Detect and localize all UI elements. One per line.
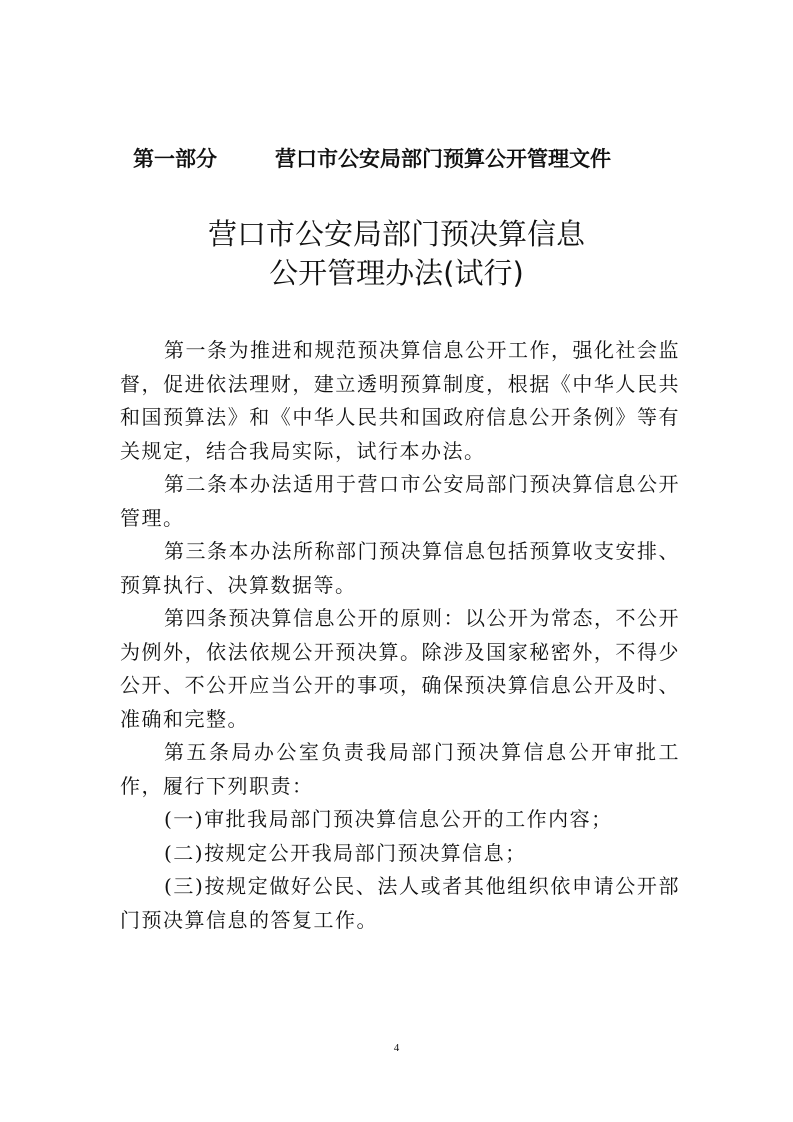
document-title-line-1: 营口市公安局部门预决算信息 [207,217,585,251]
section-title: 营口市公安局部门预算公开管理文件 [275,147,611,171]
article-4: 第四条预决算信息公开的原则：以公开为常态，不公开为例外，依法依规公开预决算。除涉及国家秘密外，不得少公开、不公开应当公开的事项，确保预决算信息公开及时、准确和完整。 [120,606,680,731]
document-body [120,334,680,937]
article-5: 第五条局办公室负责我局部门预决算信息公开审批工作，履行下列职责： [120,740,680,798]
article-5-item-1: (一)审批我局部门预决算信息公开的工作内容； [164,807,613,831]
section-header [133,144,693,174]
article-5-item-2: (二)按规定公开我局部门预决算信息； [164,840,527,865]
page-number: 4 [393,1042,400,1054]
article-5-item-3: (三)按规定做好公民、法人或者其他组织依申请公开部门预决算信息的答复工作。 [120,874,680,932]
article-2: 第二条本办法适用于营口市公安局部门预决算信息公开管理。 [120,472,680,530]
document-title-line-2: 公开管理办法(试行) [269,256,524,290]
section-part-label: 第一部分 [133,147,217,171]
article-3: 第三条本办法所称部门预决算信息包括预算收支安排、预算执行、决算数据等。 [120,539,680,597]
article-1: 第一条为推进和规范预决算信息公开工作，强化社会监督，促进依法理财，建立透明预算制度，根据《中华人民共和国预算法》和《中华人民共和国政府信息公开条例》等有关规定，结合我局实际，试行本办法。 [120,338,680,463]
